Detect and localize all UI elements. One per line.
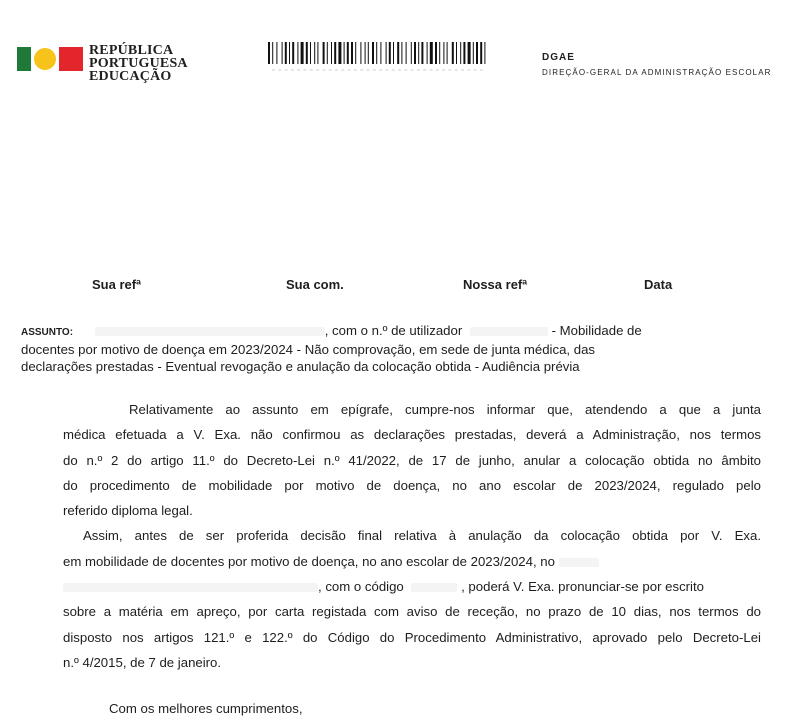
barcode-bar bbox=[292, 42, 294, 64]
letter-body bbox=[63, 397, 761, 675]
barcode-bar bbox=[480, 42, 482, 64]
nossa-ref-label: Nossa refª bbox=[463, 277, 528, 292]
p2-line-2 bbox=[63, 549, 761, 574]
barcode-digit-mark bbox=[448, 69, 451, 71]
barcode-digit-mark bbox=[285, 69, 288, 71]
barcode-digit-mark bbox=[310, 69, 313, 71]
barcode-bar bbox=[310, 42, 311, 64]
barcode-bar bbox=[365, 42, 366, 64]
p1-line-4: do procedimento de mobilidade por motivo de doença, no ano escolar de 2023/2024, regulado pelo bbox=[63, 477, 761, 493]
barcode-digit-mark bbox=[272, 69, 275, 71]
barcode-bar bbox=[473, 42, 474, 64]
barcode-bar bbox=[376, 42, 377, 64]
barcode-bar bbox=[323, 42, 325, 64]
document-barcode bbox=[268, 42, 488, 76]
p2-line-6: n.º 4/2015, de 7 de janeiro. bbox=[63, 654, 222, 670]
subject-line-2: docentes por motivo de doença em 2023/2024 - Não comprovação, em sede de junta médica, das bbox=[21, 342, 596, 357]
sua-ref-label: Sua refª bbox=[92, 277, 141, 292]
barcode-digit-mark bbox=[442, 69, 445, 71]
barcode-digit-mark bbox=[474, 69, 477, 71]
barcode-digit-mark bbox=[398, 69, 401, 71]
barcode-bar bbox=[317, 42, 318, 64]
barcode-digit-mark bbox=[360, 69, 363, 71]
barcode-digit-mark bbox=[467, 69, 470, 71]
logo-line-2: PORTUGUESA bbox=[89, 56, 188, 71]
barcode-bar bbox=[347, 42, 349, 64]
barcode-digit-mark bbox=[316, 69, 319, 71]
barcode-digit-mark bbox=[404, 69, 407, 71]
barcode-digit-mark bbox=[461, 69, 464, 71]
redacted-school-name bbox=[63, 583, 318, 592]
barcode-digit-mark bbox=[430, 69, 433, 71]
republic-flag-logo bbox=[17, 47, 83, 71]
barcode-bar bbox=[427, 42, 428, 64]
p2-line-3b: , poderá V. Exa. pronunciar-se por escrito bbox=[461, 579, 704, 595]
barcode-digit-mark bbox=[417, 69, 420, 71]
barcode-bar bbox=[285, 42, 287, 64]
barcode-digit-mark bbox=[367, 69, 370, 71]
barcode-bar bbox=[380, 42, 381, 64]
barcode-bar bbox=[443, 42, 444, 64]
republic-logo-text bbox=[89, 44, 188, 83]
barcode-bar bbox=[401, 42, 402, 64]
p2-line-5: disposto nos artigos 121.º e 122.º do Código do Procedimento Administrativo, aprovado pelo Decreto-Lei bbox=[63, 629, 761, 645]
agency-name: DIREÇÃO-GERAL DA ADMINISTRAÇÃO ESCOLAR bbox=[542, 68, 772, 77]
barcode-bar bbox=[468, 42, 471, 64]
barcode-digit-mark bbox=[297, 69, 300, 71]
barcode-digit-mark bbox=[392, 69, 395, 71]
barcode-digit-mark bbox=[354, 69, 357, 71]
p2-line-2-text: em mobilidade de docentes por motivo de doença, no ano escolar de 2023/2024, no bbox=[63, 553, 555, 569]
barcode-bar bbox=[452, 42, 454, 64]
barcode-bar bbox=[282, 42, 283, 64]
redacted-name bbox=[95, 327, 325, 336]
p2-line-3 bbox=[63, 574, 761, 599]
subject-line-1 bbox=[21, 322, 701, 341]
barcode-bar bbox=[351, 42, 353, 64]
sua-com-label: Sua com. bbox=[286, 277, 344, 292]
p1-line-1: Relativamente ao assunto em epígrafe, cumpre-nos informar que, atendendo a que a junta bbox=[129, 402, 761, 417]
barcode-digit-mark bbox=[436, 69, 439, 71]
barcode-bar bbox=[406, 42, 407, 64]
barcode-bar bbox=[360, 42, 361, 64]
p1-line-3: do n.º 2 do artigo 11.º do Decreto-Lei n.º 41/2022, de 17 de junho, anular a colocação obtida no âmbito bbox=[63, 452, 761, 468]
barcode-bar bbox=[372, 42, 374, 64]
barcode-bar bbox=[331, 42, 332, 64]
barcode-bar bbox=[389, 42, 391, 64]
barcode-bar bbox=[411, 42, 412, 64]
barcode-digit-mark bbox=[379, 69, 382, 71]
barcode-bar bbox=[460, 42, 461, 64]
barcode-digit-mark bbox=[373, 69, 376, 71]
barcode-bar bbox=[476, 42, 478, 64]
barcode-bar bbox=[306, 42, 308, 64]
barcode-bar bbox=[314, 42, 315, 64]
barcode-digit-mark bbox=[480, 69, 483, 71]
barcode-digit-mark bbox=[335, 69, 338, 71]
barcode-bar bbox=[355, 42, 356, 64]
logo-line-1: REPÚBLICA bbox=[89, 43, 174, 58]
barcode-digit-mark bbox=[278, 69, 281, 71]
barcode-bar bbox=[386, 42, 387, 64]
barcode-digit-mark bbox=[322, 69, 325, 71]
redacted-user-number bbox=[470, 327, 548, 336]
barcode-bar bbox=[297, 42, 298, 64]
barcode-bar bbox=[456, 42, 457, 64]
barcode-bar bbox=[327, 42, 328, 64]
redacted-code bbox=[411, 583, 457, 592]
agency-acronym: DGAE bbox=[542, 52, 575, 63]
subject-line-1b: - Mobilidade de bbox=[551, 323, 642, 338]
barcode-digit-mark bbox=[423, 69, 426, 71]
barcode-digit-mark bbox=[348, 69, 351, 71]
barcode-digit-mark bbox=[341, 69, 344, 71]
barcode-bar bbox=[289, 42, 290, 64]
barcode-bar bbox=[447, 42, 448, 64]
closing-salutation: Com os melhores cumprimentos, bbox=[109, 701, 303, 716]
barcode-bar bbox=[463, 42, 465, 64]
barcode-bar bbox=[418, 42, 419, 64]
barcode-bar bbox=[435, 42, 437, 64]
barcode-bar bbox=[334, 42, 336, 64]
barcode-bar bbox=[484, 42, 485, 64]
barcode-bar bbox=[301, 42, 304, 64]
barcode-bar bbox=[430, 42, 433, 64]
logo-line-3: EDUCAÇÃO bbox=[89, 69, 172, 84]
barcode-bar bbox=[338, 42, 341, 64]
redacted-school bbox=[559, 558, 599, 567]
subject-label: ASSUNTO: bbox=[21, 327, 74, 338]
barcode-digit-mark bbox=[455, 69, 458, 71]
barcode-bar bbox=[368, 42, 369, 64]
p1-line-5: referido diploma legal. bbox=[63, 503, 193, 519]
barcode-digit-mark bbox=[329, 69, 332, 71]
subject-line-1a: , com o n.º de utilizador bbox=[324, 323, 463, 338]
barcode-bar bbox=[414, 42, 416, 64]
barcode-bar bbox=[276, 42, 277, 64]
barcode-digit-mark bbox=[291, 69, 294, 71]
p2-line-4: sobre a matéria em apreço, por carta registada com aviso de receção, no prazo de 10 dias, nos termos do bbox=[63, 604, 761, 620]
barcode-digit-mark bbox=[385, 69, 388, 71]
p2-line-3a: , com o código bbox=[318, 579, 404, 595]
barcode-bar bbox=[272, 42, 273, 64]
subject-line-3: declarações prestadas - Eventual revogação e anulação da colocação obtida - Audiência prévia bbox=[21, 359, 580, 374]
barcode-bar bbox=[393, 42, 394, 64]
barcode-bar bbox=[344, 42, 345, 64]
barcode-digit-mark bbox=[411, 69, 414, 71]
barcode-bar bbox=[439, 42, 440, 64]
p1-line-2: médica efetuada a V. Exa. não confirmou as declarações prestadas, deverá a Administração, nos termos bbox=[63, 427, 761, 443]
p2-line-1: Assim, antes de ser proferida decisão final relativa à anulação da colocação obtida por V. Exa. bbox=[83, 528, 761, 544]
data-label: Data bbox=[644, 277, 673, 292]
barcode-bar bbox=[421, 42, 423, 64]
barcode-bar bbox=[397, 42, 399, 64]
barcode-digit-mark bbox=[304, 69, 307, 71]
subject-block bbox=[21, 322, 701, 375]
barcode-bar bbox=[268, 42, 270, 64]
